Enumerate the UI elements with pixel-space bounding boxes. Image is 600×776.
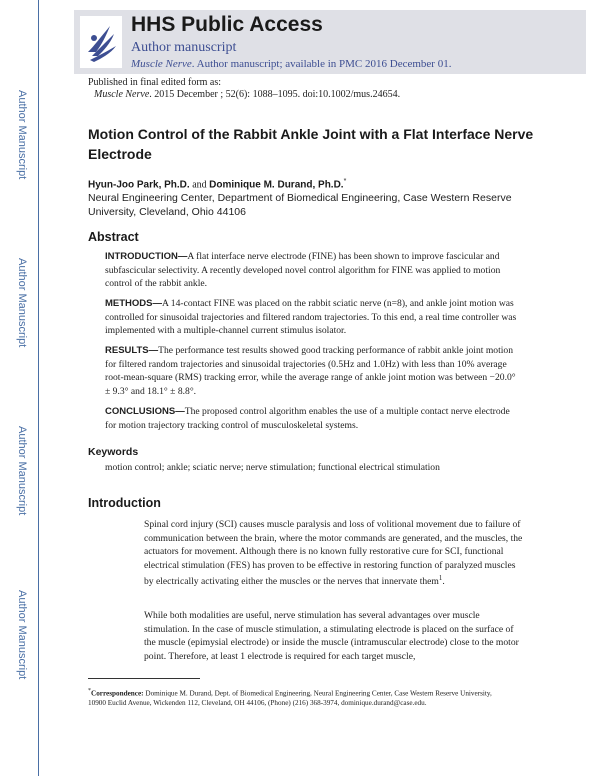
sidebar-label: Author Manuscript [16, 258, 28, 348]
body-paragraph [144, 518, 526, 589]
keywords-list: motion control; ankle; sciatic nerve; nerve stimulation; functional electrical stimulation [105, 462, 440, 473]
abstract-paragraph [105, 250, 520, 291]
abstract-section-label: RESULTS— [105, 345, 159, 356]
body-paragraph [144, 609, 526, 663]
introduction-heading: Introduction [88, 496, 161, 510]
paragraph-text: Spinal cord injury (SCI) causes muscle paralysis and loss of volitional movement due to failure of communication between the brain, where the motor commands are generated, and the muscles, the actuators for movement. Although there is no known fully restorative cure for SCI, functional electrical stimulation (FES) has proven to be effective in restoring function of paralyzed muscles by electrically activating either the muscles or the nerves that innervate them [144, 519, 523, 588]
abstract-text: The performance test results showed good tracking performance of rabbit ankle joint motion for filtered random trajectories and sinusoidal trajectories (0.5Hz and 1.0Hz) with less than 10% average root-mean-square (RMS) tracking error, while the average range of ankle joint motion was between −20.0° ± 9.3° and 18.1° ± 8.8°. [105, 345, 516, 397]
sidebar-label: Author Manuscript [16, 90, 28, 180]
author-name: Hyun-Joo Park, Ph.D. [88, 179, 190, 191]
hhs-title: HHS Public Access [131, 13, 323, 36]
paragraph-text: While both modalities are useful, nerve stimulation has several advantages over muscle stimulation. In the case of muscle stimulation, a stimulating electrode is placed on the surface of the muscle (epimysial electrode) or inside the muscle (intramuscular electrode) close to the motor point. Therefore, at least 1 electrode is required for each target muscle, [144, 610, 519, 662]
sidebar-label: Author Manuscript [16, 426, 28, 516]
hhs-header [74, 10, 586, 74]
footnote-divider [88, 678, 200, 679]
abstract-text: A flat interface nerve electrode (FINE) has been shown to improve fascicular and subfascicular selectivity. A recently developed novel control algorithm for FINE was applied to motion control of the rabbit ankle. [105, 251, 501, 289]
journal-name: Muscle Nerve [131, 58, 192, 70]
abstract-section-label: CONCLUSIONS— [105, 406, 185, 417]
author-name: Dominique M. Durand, Ph.D. [209, 179, 344, 191]
correspondence-footnote [88, 686, 508, 708]
footnote-label: Correspondence: [91, 689, 144, 698]
availability-text: . Author manuscript; available in PMC 2016 December 01. [191, 58, 452, 70]
abstract-heading: Abstract [88, 230, 139, 244]
hhs-eagle-logo-icon [80, 16, 122, 68]
manuscript-label: Author manuscript [131, 40, 237, 55]
abstract-text: The proposed control algorithm enables the use of a multiple contact nerve electrode for motion trajectory tracking control of musculoskeletal systems. [105, 406, 510, 431]
abstract-paragraph [105, 344, 520, 398]
author-line [88, 178, 346, 190]
abstract-section-label: INTRODUCTION— [105, 251, 188, 262]
author-manuscript-sidebar [0, 0, 40, 776]
affiliation: Neural Engineering Center, Department of Biomedical Engineering, Case Western Reserve University, Cleveland, Ohio 44106 [88, 192, 512, 218]
reference-mark: 1 [438, 574, 443, 583]
citation-journal: Muscle Nerve [94, 89, 150, 100]
abstract-paragraph [105, 297, 520, 338]
corresponding-author-mark: * [343, 178, 347, 185]
footnote-text: Dominique M. Durand, Dept. of Biomedical Engineering, Neural Engineering Center, Case Western Reserve University, 10900 Euclid Avenue, Wickenden 112, Cleveland, OH 44106, (Phone) (216) 368-3974, dominique.durand@case.edu. [88, 689, 492, 708]
abstract-paragraph [105, 405, 520, 432]
abstract-section-label: METHODS— [105, 298, 162, 309]
article-title: Motion Control of the Rabbit Ankle Joint with a Flat Interface Nerve Electrode [88, 126, 534, 162]
keywords-heading: Keywords [88, 446, 139, 458]
sidebar-divider [38, 0, 39, 776]
publication-label: Published in final edited form as: [88, 77, 222, 88]
paragraph-end: . [442, 576, 445, 588]
publication-citation [94, 89, 400, 100]
availability-line [131, 58, 451, 70]
citation-details: . 2015 December ; 52(6): 1088–1095. doi:10.1002/mus.24654. [149, 89, 401, 100]
footnote-mark: * [88, 688, 91, 694]
author-conjunction: and [189, 179, 210, 191]
sidebar-label: Author Manuscript [16, 590, 28, 680]
abstract-text: A 14-contact FINE was placed on the rabbit sciatic nerve (n=8), and ankle joint motion was controlled for sinusoidal trajectories and filtered random trajectories. To this end, a real time controller was implemented with a multiple-channel current stimulus isolator. [105, 298, 517, 336]
